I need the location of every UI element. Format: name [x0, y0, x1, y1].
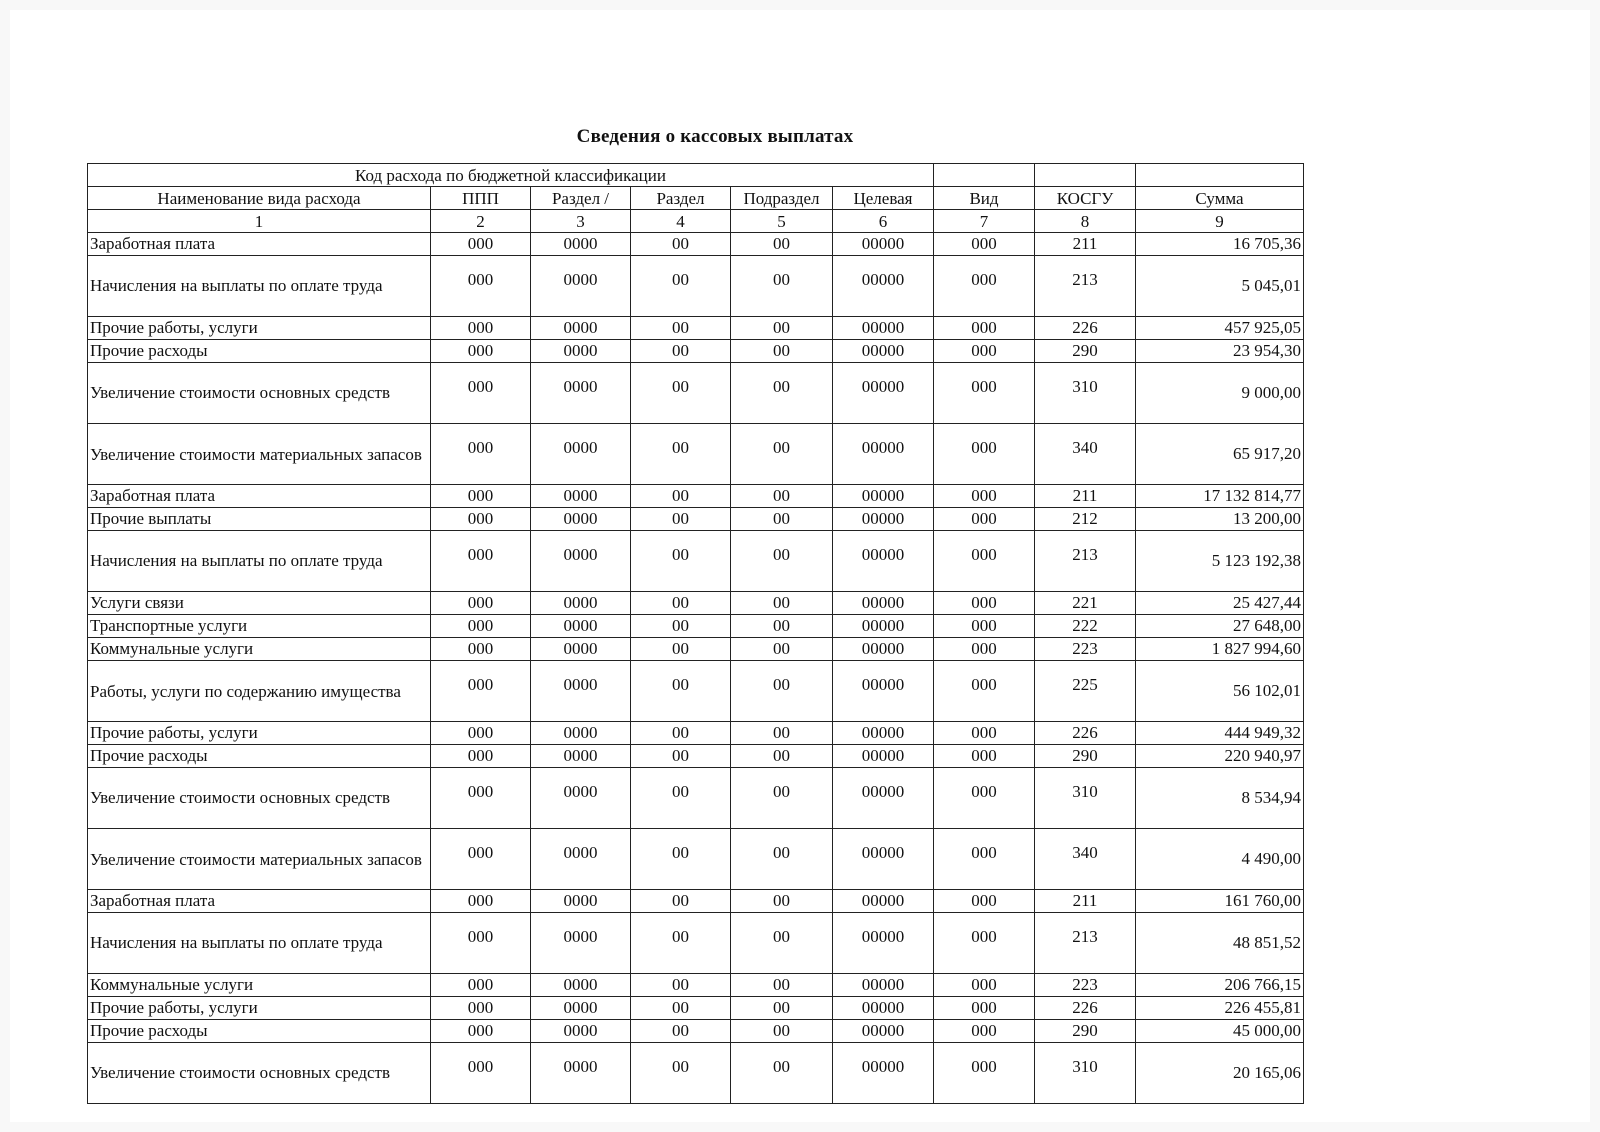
- section-sub-code: 00: [631, 592, 731, 615]
- kosgu-code: 340: [1035, 424, 1136, 485]
- subsection-code: 00: [731, 363, 833, 424]
- subsection-code: 00: [731, 997, 833, 1020]
- table-row: [88, 913, 1304, 974]
- expense-name: Транспортные услуги: [88, 615, 431, 638]
- column-number: 8: [1035, 210, 1136, 233]
- kind-code: 000: [934, 531, 1035, 592]
- kind-code: 000: [934, 1020, 1035, 1043]
- table-row: [88, 615, 1304, 638]
- section-code: 0000: [531, 531, 631, 592]
- table-row: [88, 638, 1304, 661]
- kind-code: 000: [934, 592, 1035, 615]
- section-sub-code: 00: [631, 638, 731, 661]
- column-header-row: [88, 187, 1304, 210]
- amount: 17 132 814,77: [1136, 485, 1304, 508]
- kosgu-code: 213: [1035, 256, 1136, 317]
- expense-name: Увеличение стоимости материальных запасов: [88, 829, 431, 890]
- section-sub-code: 00: [631, 913, 731, 974]
- subsection-code: 00: [731, 531, 833, 592]
- subsection-code: 00: [731, 768, 833, 829]
- expense-name: Прочие расходы: [88, 745, 431, 768]
- column-header: КОСГУ: [1035, 187, 1136, 210]
- expense-name: Начисления на выплаты по оплате труда: [88, 256, 431, 317]
- section-code: 0000: [531, 592, 631, 615]
- subsection-code: 00: [731, 1043, 833, 1104]
- column-header: Вид: [934, 187, 1035, 210]
- expense-name: Увеличение стоимости материальных запасов: [88, 424, 431, 485]
- section-sub-code: 00: [631, 1043, 731, 1104]
- table-row: [88, 829, 1304, 890]
- target-code: 00000: [833, 615, 934, 638]
- target-code: 00000: [833, 485, 934, 508]
- kosgu-code: 290: [1035, 340, 1136, 363]
- column-number: 7: [934, 210, 1035, 233]
- expense-name: Работы, услуги по содержанию имущества: [88, 661, 431, 722]
- column-header: Раздел: [631, 187, 731, 210]
- section-sub-code: 00: [631, 363, 731, 424]
- amount: 1 827 994,60: [1136, 638, 1304, 661]
- kind-code: 000: [934, 829, 1035, 890]
- amount: 56 102,01: [1136, 661, 1304, 722]
- ppp-code: 000: [431, 485, 531, 508]
- section-code: 0000: [531, 340, 631, 363]
- table-row: [88, 890, 1304, 913]
- column-header: Раздел /: [531, 187, 631, 210]
- section-sub-code: 00: [631, 317, 731, 340]
- kind-code: 000: [934, 424, 1035, 485]
- table-row: [88, 508, 1304, 531]
- subsection-code: 00: [731, 745, 833, 768]
- ppp-code: 000: [431, 317, 531, 340]
- table-row: [88, 256, 1304, 317]
- subsection-code: 00: [731, 424, 833, 485]
- kind-code: 000: [934, 638, 1035, 661]
- section-code: 0000: [531, 913, 631, 974]
- kosgu-code: 226: [1035, 722, 1136, 745]
- target-code: 00000: [833, 890, 934, 913]
- target-code: 00000: [833, 638, 934, 661]
- ppp-code: 000: [431, 661, 531, 722]
- target-code: 00000: [833, 363, 934, 424]
- table-row: [88, 661, 1304, 722]
- amount: 4 490,00: [1136, 829, 1304, 890]
- subsection-code: 00: [731, 317, 833, 340]
- section-sub-code: 00: [631, 256, 731, 317]
- kosgu-code: 211: [1035, 485, 1136, 508]
- subsection-code: 00: [731, 508, 833, 531]
- subsection-code: 00: [731, 1020, 833, 1043]
- table-row: [88, 363, 1304, 424]
- expense-name: Увеличение стоимости основных средств: [88, 768, 431, 829]
- target-code: 00000: [833, 508, 934, 531]
- section-code: 0000: [531, 256, 631, 317]
- kosgu-code: 223: [1035, 974, 1136, 997]
- target-code: 00000: [833, 997, 934, 1020]
- kind-code: 000: [934, 768, 1035, 829]
- subsection-code: 00: [731, 974, 833, 997]
- section-sub-code: 00: [631, 745, 731, 768]
- kosgu-code: 290: [1035, 1020, 1136, 1043]
- section-code: 0000: [531, 829, 631, 890]
- kind-code: 000: [934, 508, 1035, 531]
- amount: 5 123 192,38: [1136, 531, 1304, 592]
- kind-code: 000: [934, 1043, 1035, 1104]
- section-code: 0000: [531, 317, 631, 340]
- ppp-code: 000: [431, 615, 531, 638]
- table-row: [88, 485, 1304, 508]
- subsection-code: 00: [731, 340, 833, 363]
- ppp-code: 000: [431, 974, 531, 997]
- ppp-code: 000: [431, 233, 531, 256]
- subsection-code: 00: [731, 913, 833, 974]
- table-row: [88, 722, 1304, 745]
- kind-code: 000: [934, 722, 1035, 745]
- expense-name: Услуги связи: [88, 592, 431, 615]
- section-code: 0000: [531, 722, 631, 745]
- kosgu-code: 211: [1035, 890, 1136, 913]
- section-code: 0000: [531, 1020, 631, 1043]
- column-number: 2: [431, 210, 531, 233]
- ppp-code: 000: [431, 768, 531, 829]
- column-header: Подраздел: [731, 187, 833, 210]
- target-code: 00000: [833, 531, 934, 592]
- section-sub-code: 00: [631, 424, 731, 485]
- table-row: [88, 1043, 1304, 1104]
- subsection-code: 00: [731, 638, 833, 661]
- ppp-code: 000: [431, 745, 531, 768]
- section-sub-code: 00: [631, 722, 731, 745]
- subsection-code: 00: [731, 592, 833, 615]
- target-code: 00000: [833, 768, 934, 829]
- section-code: 0000: [531, 768, 631, 829]
- empty-header-cell: [1035, 164, 1136, 187]
- section-sub-code: 00: [631, 485, 731, 508]
- expense-name: Начисления на выплаты по оплате труда: [88, 531, 431, 592]
- section-sub-code: 00: [631, 340, 731, 363]
- amount: 8 534,94: [1136, 768, 1304, 829]
- expense-name: Увеличение стоимости основных средств: [88, 1043, 431, 1104]
- ppp-code: 000: [431, 1020, 531, 1043]
- amount: 25 427,44: [1136, 592, 1304, 615]
- column-number: 3: [531, 210, 631, 233]
- ppp-code: 000: [431, 592, 531, 615]
- section-code: 0000: [531, 638, 631, 661]
- section-code: 0000: [531, 508, 631, 531]
- table-row: [88, 340, 1304, 363]
- column-header: Наименование вида расхода: [88, 187, 431, 210]
- column-number: 5: [731, 210, 833, 233]
- section-code: 0000: [531, 485, 631, 508]
- section-sub-code: 00: [631, 974, 731, 997]
- amount: 206 766,15: [1136, 974, 1304, 997]
- kosgu-code: 225: [1035, 661, 1136, 722]
- ppp-code: 000: [431, 1043, 531, 1104]
- section-sub-code: 00: [631, 233, 731, 256]
- kosgu-code: 310: [1035, 768, 1136, 829]
- column-header: Целевая: [833, 187, 934, 210]
- kosgu-code: 221: [1035, 592, 1136, 615]
- section-code: 0000: [531, 424, 631, 485]
- amount: 226 455,81: [1136, 997, 1304, 1020]
- kosgu-code: 310: [1035, 1043, 1136, 1104]
- kind-code: 000: [934, 745, 1035, 768]
- subsection-code: 00: [731, 829, 833, 890]
- amount: 444 949,32: [1136, 722, 1304, 745]
- amount: 5 045,01: [1136, 256, 1304, 317]
- expense-name: Увеличение стоимости основных средств: [88, 363, 431, 424]
- target-code: 00000: [833, 317, 934, 340]
- subsection-code: 00: [731, 485, 833, 508]
- section-sub-code: 00: [631, 829, 731, 890]
- table-row: [88, 745, 1304, 768]
- kosgu-code: 310: [1035, 363, 1136, 424]
- kosgu-code: 222: [1035, 615, 1136, 638]
- expense-name: Коммунальные услуги: [88, 638, 431, 661]
- expense-name: Начисления на выплаты по оплате труда: [88, 913, 431, 974]
- kind-code: 000: [934, 233, 1035, 256]
- target-code: 00000: [833, 1020, 934, 1043]
- document-title: Сведения о кассовых выплатах: [576, 126, 854, 147]
- group-header-cell: Код расхода по бюджетной классификации: [88, 164, 934, 187]
- subsection-code: 00: [731, 661, 833, 722]
- kind-code: 000: [934, 317, 1035, 340]
- target-code: 00000: [833, 829, 934, 890]
- kosgu-code: 290: [1035, 745, 1136, 768]
- kosgu-code: 213: [1035, 913, 1136, 974]
- expense-name: Заработная плата: [88, 485, 431, 508]
- kind-code: 000: [934, 913, 1035, 974]
- kosgu-code: 213: [1035, 531, 1136, 592]
- kosgu-code: 212: [1035, 508, 1136, 531]
- section-sub-code: 00: [631, 997, 731, 1020]
- section-sub-code: 00: [631, 890, 731, 913]
- subsection-code: 00: [731, 722, 833, 745]
- ppp-code: 000: [431, 829, 531, 890]
- kind-code: 000: [934, 256, 1035, 317]
- section-code: 0000: [531, 890, 631, 913]
- expense-name: Прочие работы, услуги: [88, 317, 431, 340]
- table-row: [88, 531, 1304, 592]
- ppp-code: 000: [431, 638, 531, 661]
- target-code: 00000: [833, 974, 934, 997]
- kind-code: 000: [934, 997, 1035, 1020]
- expense-name: Прочие работы, услуги: [88, 997, 431, 1020]
- empty-header-cell: [1136, 164, 1304, 187]
- kind-code: 000: [934, 890, 1035, 913]
- group-header-row: [88, 164, 1304, 187]
- column-number: 6: [833, 210, 934, 233]
- table-row: [88, 233, 1304, 256]
- section-code: 0000: [531, 661, 631, 722]
- kind-code: 000: [934, 974, 1035, 997]
- expense-name: Заработная плата: [88, 233, 431, 256]
- target-code: 00000: [833, 340, 934, 363]
- target-code: 00000: [833, 745, 934, 768]
- target-code: 00000: [833, 722, 934, 745]
- amount: 20 165,06: [1136, 1043, 1304, 1104]
- amount: 45 000,00: [1136, 1020, 1304, 1043]
- section-code: 0000: [531, 745, 631, 768]
- kind-code: 000: [934, 485, 1035, 508]
- section-sub-code: 00: [631, 615, 731, 638]
- kosgu-code: 226: [1035, 317, 1136, 340]
- column-number-row: [88, 210, 1304, 233]
- expense-name: Прочие выплаты: [88, 508, 431, 531]
- empty-header-cell: [934, 164, 1035, 187]
- ppp-code: 000: [431, 531, 531, 592]
- ppp-code: 000: [431, 256, 531, 317]
- subsection-code: 00: [731, 233, 833, 256]
- ppp-code: 000: [431, 997, 531, 1020]
- expense-name: Прочие расходы: [88, 340, 431, 363]
- target-code: 00000: [833, 913, 934, 974]
- kind-code: 000: [934, 340, 1035, 363]
- target-code: 00000: [833, 256, 934, 317]
- section-sub-code: 00: [631, 1020, 731, 1043]
- kosgu-code: 226: [1035, 997, 1136, 1020]
- target-code: 00000: [833, 592, 934, 615]
- amount: 48 851,52: [1136, 913, 1304, 974]
- table-row: [88, 768, 1304, 829]
- column-number: 4: [631, 210, 731, 233]
- amount: 23 954,30: [1136, 340, 1304, 363]
- table-row: [88, 424, 1304, 485]
- kosgu-code: 223: [1035, 638, 1136, 661]
- column-number: 1: [88, 210, 431, 233]
- ppp-code: 000: [431, 890, 531, 913]
- target-code: 00000: [833, 661, 934, 722]
- section-code: 0000: [531, 997, 631, 1020]
- ppp-code: 000: [431, 508, 531, 531]
- amount: 161 760,00: [1136, 890, 1304, 913]
- target-code: 00000: [833, 233, 934, 256]
- table-row: [88, 974, 1304, 997]
- kind-code: 000: [934, 615, 1035, 638]
- section-sub-code: 00: [631, 508, 731, 531]
- column-header: Сумма: [1136, 187, 1304, 210]
- column-number: 9: [1136, 210, 1304, 233]
- expense-name: Заработная плата: [88, 890, 431, 913]
- table-row: [88, 1020, 1304, 1043]
- amount: 457 925,05: [1136, 317, 1304, 340]
- kind-code: 000: [934, 661, 1035, 722]
- table-row: [88, 997, 1304, 1020]
- expense-name: Прочие расходы: [88, 1020, 431, 1043]
- target-code: 00000: [833, 424, 934, 485]
- section-code: 0000: [531, 615, 631, 638]
- ppp-code: 000: [431, 340, 531, 363]
- target-code: 00000: [833, 1043, 934, 1104]
- subsection-code: 00: [731, 890, 833, 913]
- section-code: 0000: [531, 1043, 631, 1104]
- subsection-code: 00: [731, 256, 833, 317]
- table-row: [88, 592, 1304, 615]
- ppp-code: 000: [431, 722, 531, 745]
- section-sub-code: 00: [631, 768, 731, 829]
- amount: 27 648,00: [1136, 615, 1304, 638]
- kosgu-code: 211: [1035, 233, 1136, 256]
- section-code: 0000: [531, 363, 631, 424]
- amount: 220 940,97: [1136, 745, 1304, 768]
- section-code: 0000: [531, 974, 631, 997]
- amount: 13 200,00: [1136, 508, 1304, 531]
- ppp-code: 000: [431, 424, 531, 485]
- kosgu-code: 340: [1035, 829, 1136, 890]
- section-sub-code: 00: [631, 531, 731, 592]
- column-header: ППП: [431, 187, 531, 210]
- amount: 65 917,20: [1136, 424, 1304, 485]
- section-sub-code: 00: [631, 661, 731, 722]
- expense-name: Прочие работы, услуги: [88, 722, 431, 745]
- section-code: 0000: [531, 233, 631, 256]
- ppp-code: 000: [431, 363, 531, 424]
- cash-payments-table: [87, 163, 1304, 1104]
- kind-code: 000: [934, 363, 1035, 424]
- amount: 16 705,36: [1136, 233, 1304, 256]
- table-row: [88, 317, 1304, 340]
- amount: 9 000,00: [1136, 363, 1304, 424]
- ppp-code: 000: [431, 913, 531, 974]
- subsection-code: 00: [731, 615, 833, 638]
- expense-name: Коммунальные услуги: [88, 974, 431, 997]
